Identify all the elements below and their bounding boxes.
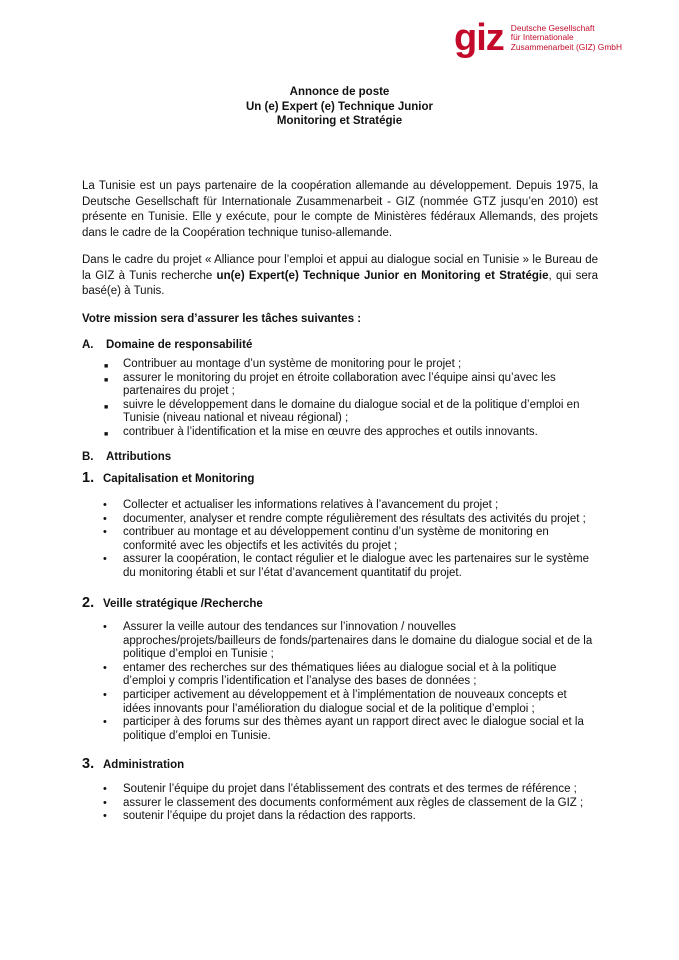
subsection-number: 1. (82, 470, 95, 486)
round-bullet-icon: • (103, 783, 107, 795)
subsection-title: Capitalisation et Monitoring (103, 473, 255, 485)
list-item (0, 553, 593, 580)
subsection-3-heading (82, 755, 184, 773)
round-bullet-icon: • (103, 661, 107, 674)
list-item (0, 689, 593, 716)
square-bullet-icon: ■ (104, 430, 109, 438)
list-item-text: Collecter et actualiser les informations relatives à l’avancement du projet ; (123, 499, 499, 511)
heading-line: Annonce de poste (289, 86, 390, 98)
round-bullet-icon: • (103, 621, 107, 633)
round-bullet-icon: • (103, 512, 107, 525)
list-item-text: assurer le monitoring du projet en étroite collaboration avec l’équipe ainsi qu’avec les partenaires du projet ; (123, 371, 556, 398)
round-bullet-icon: • (103, 526, 107, 539)
list-item-text: Soutenir l’équipe du projet dans l’établissement des contrats et des termes de référence ; (123, 783, 577, 795)
section-letter: B. (82, 451, 94, 463)
list-item-text: contribuer au montage et au développement continu d’un système de monitoring en conformité avec les objectifs et les activités du projet ; (123, 526, 549, 552)
list-item-text: soutenir l’équipe du projet dans la rédaction des rapports. (123, 810, 416, 823)
list-item (0, 797, 593, 811)
list-item (0, 662, 593, 689)
heading-line: Un (e) Expert (e) Technique Junior (246, 100, 433, 113)
section-title: Domaine de responsabilité (106, 339, 253, 351)
logo-text (511, 24, 622, 53)
section-letter: A. (82, 339, 94, 351)
list-item (0, 783, 593, 797)
square-bullet-icon: ■ (104, 403, 109, 411)
list-item-text: documenter, analyser et rendre compte régulièrement des résultats des activités du projet ; (123, 512, 586, 525)
logo-line: Zusammenarbeit (GIZ) GmbH (510, 41, 623, 52)
round-bullet-icon: • (103, 688, 107, 701)
list-item (0, 513, 593, 527)
project-text-c: , qui sera basé(e) à Tunis. (82, 269, 598, 297)
list-item (0, 399, 593, 426)
intro-paragraph: La Tunisie est un pays partenaire de la coopération allemande au développement. Depuis 1975, la Deutsche Gesellschaft für Internationale Zusammenarbeit - GIZ (nommée GTZ jusqu’en 2010) est présente en Tunisie. Elle y exécute, pour le compte de Ministères fédéraux Allemands, des projets dans le cadre de la Coopération technique tuniso-allemande. (82, 180, 598, 239)
list-item (0, 716, 593, 743)
mission-title: Votre mission sera d’assurer les tâches suivantes : (82, 313, 362, 325)
round-bullet-icon: • (103, 716, 107, 729)
subsection-2-heading (82, 594, 263, 612)
list-item-text: participer à des forums sur des thèmes ayant un rapport direct avec le dialogue social et la politique d’emploi en Tunisie. (123, 716, 584, 742)
round-bullet-icon: • (103, 796, 107, 809)
round-bullet-icon: • (103, 810, 107, 823)
position-title-inline: un(e) Expert(e) Technique Junior en Monitoring et Stratégie (216, 269, 549, 282)
list-item (0, 426, 593, 440)
list-item (0, 526, 593, 553)
section-a-heading (82, 339, 252, 351)
list-item-text: assurer le classement des documents conformément aux règles de classement de la GIZ ; (123, 796, 584, 809)
list-item-text: suivre le développement dans le domaine du dialogue social et de la politique d’emploi en Tunisie (niveau national et niveau régional) ; (123, 398, 580, 425)
list-item (0, 358, 593, 372)
list-item-text: Assurer la veille autour des tendances sur l’innovation / nouvelles approches/projets/bailleurs de fonds/partenaires dans le domaine du dialogue social et de la politique d’emploi en Tunisie ; (123, 621, 593, 661)
logo-line: Deutsche Gesellschaft (510, 22, 595, 33)
subsection-number: 3. (82, 756, 95, 772)
subsection-3-list (0, 783, 593, 824)
heading-line: Monitoring et Stratégie (276, 115, 403, 127)
list-item (0, 372, 593, 399)
section-a-list (0, 358, 593, 440)
giz-logo (454, 19, 622, 57)
list-item-text: entamer des recherches sur des thématiques liées au dialogue social et à la politique d’emploi y compris l’identification et l’analyse des bases de données ; (123, 661, 557, 688)
list-item-text: assurer la coopération, le contact régulier et le dialogue avec les partenaires sur le système du monitoring établi et sur l’état d’avancement quantitatif du projet. (123, 553, 589, 579)
section-title: Attributions (106, 451, 172, 463)
project-paragraph (82, 253, 598, 300)
project-text-a: Dans le cadre du projet « Alliance pour l’emploi et appui au dialogue social en Tunisie » le Bureau de la GIZ à Tunis recherche (82, 254, 598, 282)
logo-line: für Internationale (510, 32, 574, 43)
list-item (0, 499, 593, 513)
list-item (0, 810, 593, 824)
list-item-text: contribuer à l’identification et la mise en œuvre des approches et outils innovants. (123, 425, 538, 438)
subsection-1-list (0, 499, 593, 581)
section-b-heading (82, 451, 171, 463)
subsection-2-list (0, 621, 593, 743)
list-item (0, 621, 593, 662)
round-bullet-icon: • (103, 499, 107, 511)
list-item-text: participer activement au développement et à l’implémentation de nouveaux concepts et idées innovants pour l’amélioration du dialogue social et de la politique d’emploi ; (123, 688, 567, 715)
job-heading (0, 85, 679, 129)
round-bullet-icon: • (103, 553, 107, 566)
square-bullet-icon: ■ (104, 363, 109, 370)
subsection-title: Veille stratégique /Recherche (103, 598, 263, 610)
square-bullet-icon: ■ (104, 376, 109, 384)
logo-mark: giz (454, 17, 504, 59)
list-item-text: Contribuer au montage d’un système de monitoring pour le projet ; (123, 358, 462, 370)
subsection-1-heading (82, 469, 254, 487)
subsection-number: 2. (82, 595, 95, 611)
subsection-title: Administration (103, 759, 185, 771)
